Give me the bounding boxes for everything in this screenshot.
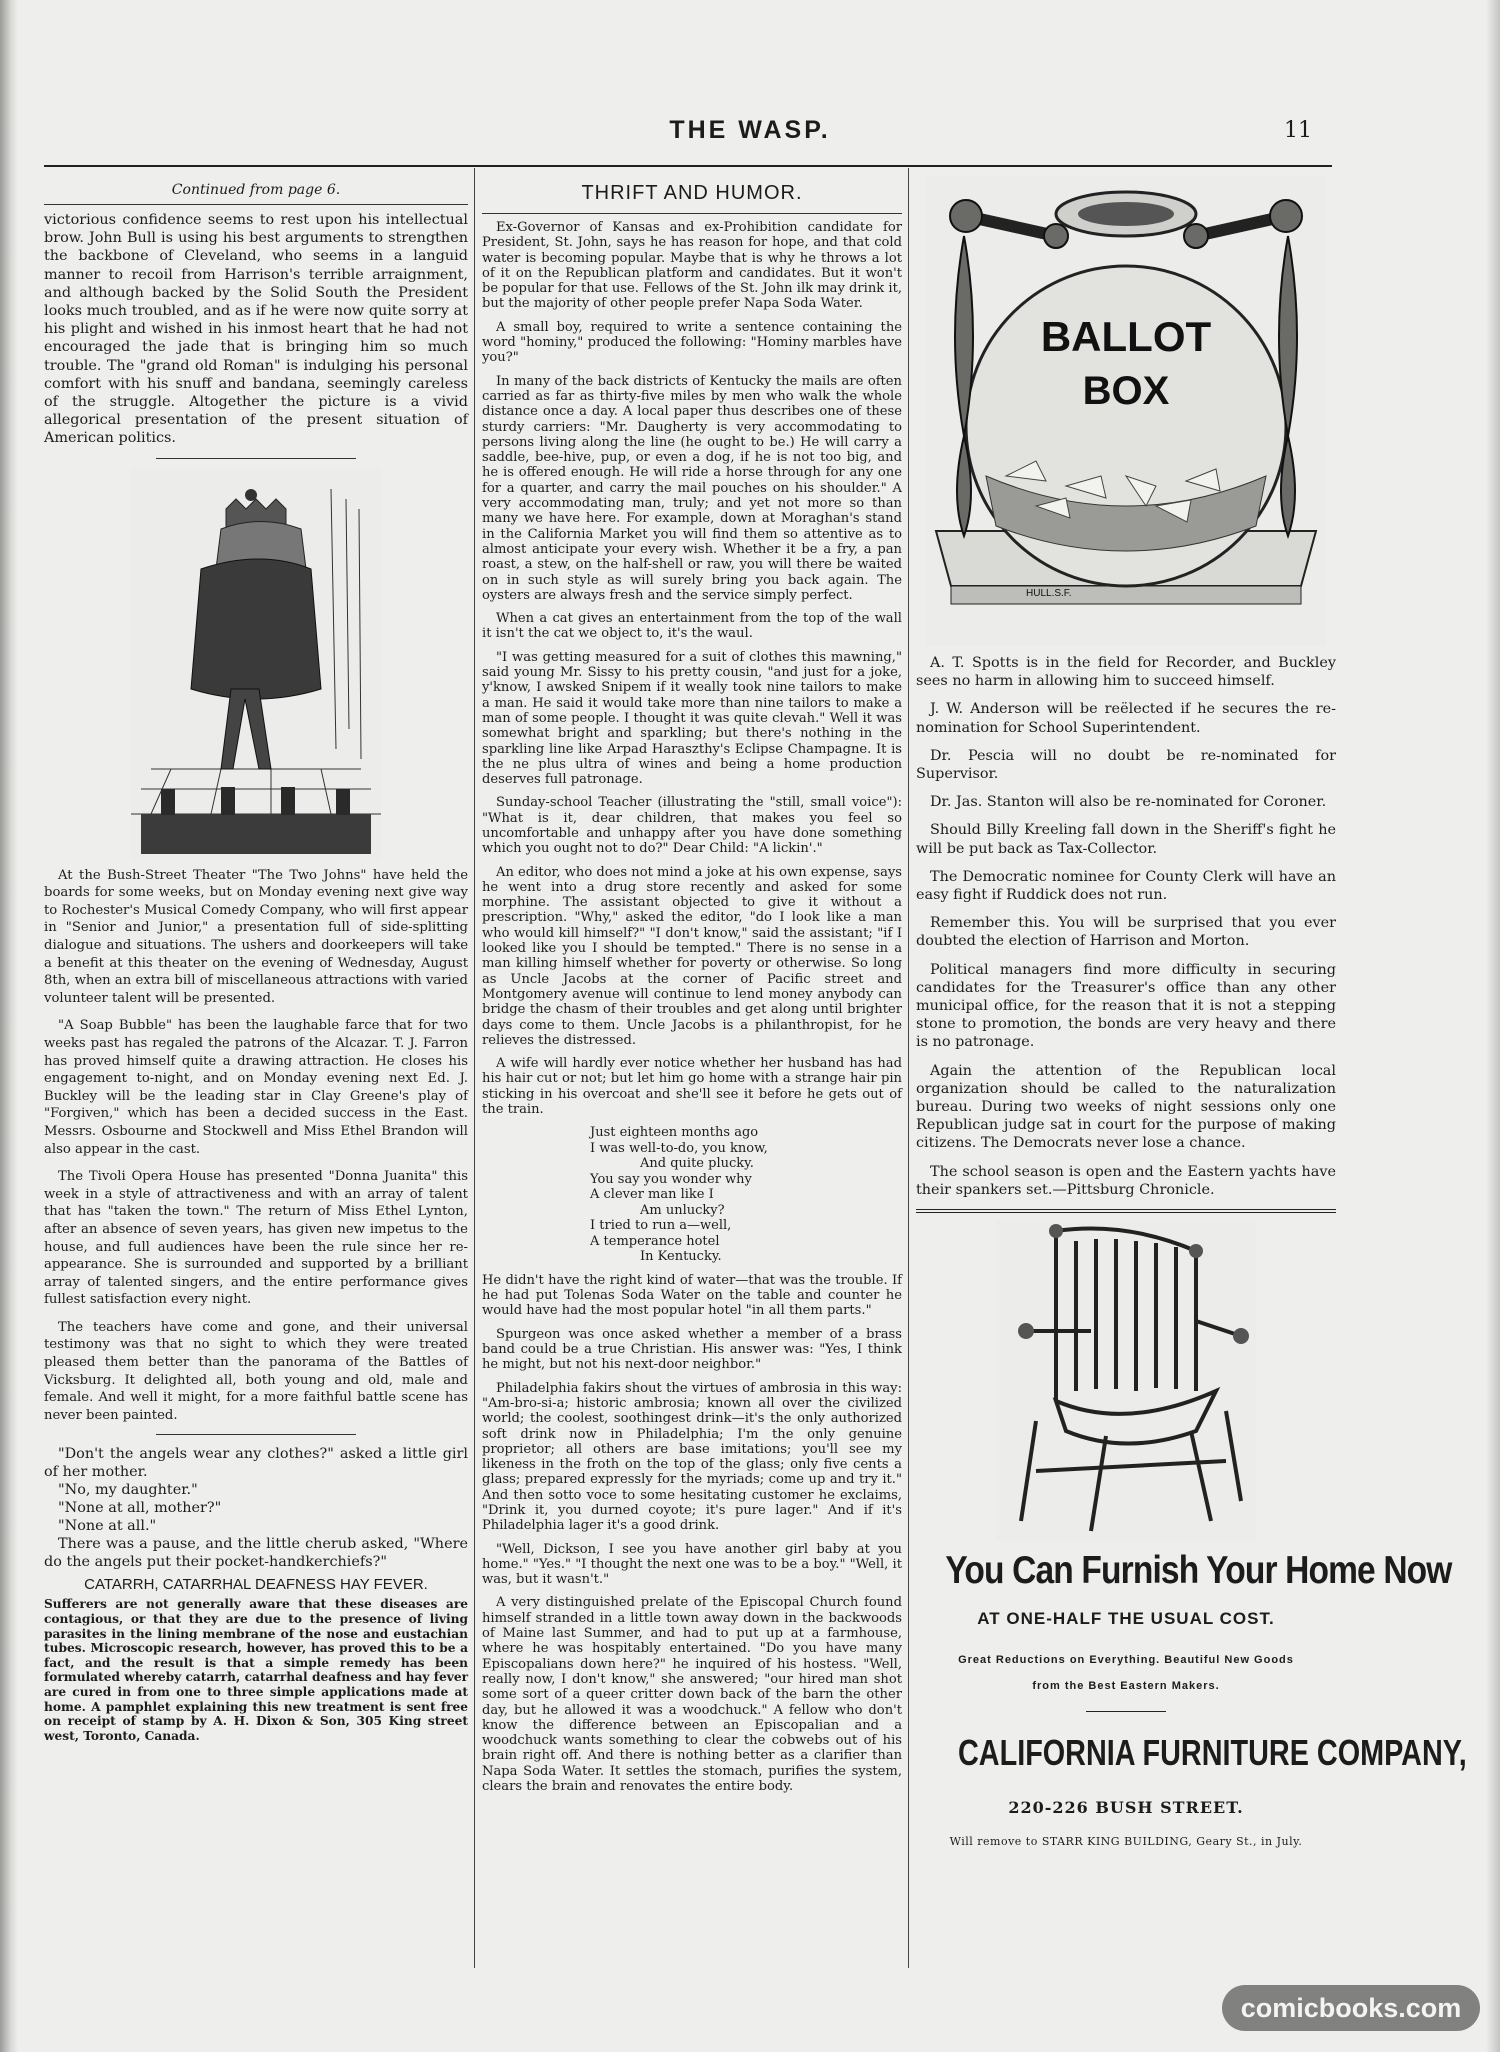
divider bbox=[156, 458, 356, 459]
divider bbox=[482, 213, 902, 214]
humor-item: "I was getting measured for a suit of clothes this mawning," said young Mr. Sissy to his pretty cousin, "and just for a joke, y'know, I awsked Snipem if it weally took nine tailors to make a man. He said it would take more than nine tailors to make a man of some people. I thought it was quite clevah." Well it was somewhat bright and sparkling; but there's nothing in the sparkling line like Arpad Haraszthy's Eclipse Champagne. It is the ne plus ultra of wines and being a home production deserves full patronage. bbox=[482, 649, 902, 788]
column-rule bbox=[908, 168, 909, 1968]
ballot-label: BALLOT bbox=[1040, 313, 1212, 360]
poem-line: A temperance hotel bbox=[590, 1233, 720, 1249]
humor-item: Ex-Governor of Kansas and ex-Prohibition candidate for President, St. John, says he has reason for hope, and that cold water is becoming popular. Maybe that is why he throws a lot of it on the Republican platform and candidates. But it won't be popular for that use. Fellows of the St. John ilk may drink it, but the majority of other people prefer Napa Soda Water. bbox=[482, 220, 902, 312]
divider bbox=[156, 1434, 356, 1435]
angels-line: There was a pause, and the little cherub asked, "Where do the angels put their pocket-handkerchiefs?" bbox=[44, 1536, 468, 1571]
humor-item: Sunday-school Teacher (illustrating the "still, small voice"): "What is it, dear children, that makes you feel so uncomfortable and unhappy after you have done something which you ought not to do?" Dear Child: "A lickin'." bbox=[482, 795, 902, 857]
artist-signature: HULL.S.F. bbox=[1026, 588, 1072, 599]
ad-relocation-note: Will remove to STARR KING BUILDING, Geary St., in July. bbox=[949, 1835, 1303, 1849]
furniture-advertisement bbox=[916, 1221, 1467, 1849]
cartoon-description: victorious confidence seems to rest upon his intellectual brow. John Bull is using his best arguments to strengthen the backbone of Cleveland, who seems in a languid manner to recoil from Harrison's terrible arraignment, and although backed by the Solid South the President looks much troubled, and as if he were now quite sorry at his plight and wished in his inmost heart that he had not encouraged the jade that is bringing him so much trouble. The "grand old Roman" is indulging his personal comfort with his snuff and bandana, seemingly careless of the struggle. Altogether the picture is a vivid allegorical presentation of the present situation of American politics. bbox=[44, 212, 468, 447]
poem-line: I was well-to-do, you know, bbox=[590, 1140, 768, 1156]
column-left bbox=[44, 172, 468, 1972]
page-binding-shadow bbox=[0, 0, 18, 2052]
political-note: The school season is open and the Eastern yachts have their spankers set.—Pittsburg Chronicle. bbox=[916, 1163, 1336, 1198]
angels-anecdote bbox=[44, 1445, 468, 1571]
ballot-box-illustration bbox=[926, 176, 1326, 646]
angels-line: "None at all, mother?" bbox=[58, 1500, 222, 1517]
catarrh-ad-title: CATARRH, CATARRHAL DEAFNESS HAY FEVER. bbox=[84, 1576, 428, 1594]
angels-line: "No, my daughter." bbox=[58, 1482, 198, 1499]
box-label: BOX bbox=[1082, 369, 1170, 413]
ad-company-name: CALIFORNIA FURNITURE COMPANY, bbox=[958, 1732, 1467, 1774]
humor-item: Spurgeon was once asked whether a member of a brass band could be a true Christian. His answer was: "Yes, I think he might, but not his next-door neighbor." bbox=[482, 1326, 902, 1373]
continued-note: Continued from page 6. bbox=[171, 182, 341, 198]
humor-item: "Well, Dickson, I see you have another girl baby at you home." "Yes." "I thought the next one was to be a boy." "Well, it was, but it wasn't." bbox=[482, 1541, 902, 1588]
catarrh-ad-body: Sufferers are not generally aware that these diseases are contagious, or that they are due to the presence of living parasites in the lining membrane of the nose and eustachian tubes. Microscopic research, however, has proved this to be a fact, and the result is that a simple remedy has been formulated whereby catarrh, catarrhal deafness and hay fever are cured in from one to three simple applications made at home. A pamphlet explaining this new treatment is sent free on receipt of stamp by A. H. Dixon & Son, 305 King street west, Toronto, Canada. bbox=[44, 1597, 468, 1743]
page-edge bbox=[1486, 0, 1500, 2052]
angels-line: "Don't the angels wear any clothes?" asked a little girl of her mother. bbox=[44, 1446, 468, 1481]
ad-detail: Great Reductions on Everything. Beautiful New Goods bbox=[958, 1654, 1294, 1667]
theater-item: "A Soap Bubble" has been the laughable farce that for two weeks past has regaled the patrons of the Alcazar. T. J. Farron has proved himself quite a drawing attraction. He closes his engagement to-night, and on Monday evening next Ed. J. Buckley will be the leading star in Clay Greene's play of "Forgiven," which has been a decided success in the East. Messrs. Osbourne and Stockwell and Miss Ethel Brandon will also appear in the cast. bbox=[44, 1018, 468, 1157]
poem-line: Am unlucky? bbox=[640, 1202, 725, 1218]
ad-detail: from the Best Eastern Makers. bbox=[1032, 1680, 1220, 1693]
angels-line: "None at all." bbox=[58, 1518, 157, 1535]
humor-item: A wife will hardly ever notice whether her husband has had his hair cut or not; but let him go home with a strange hair pin sticking in his overcoat and she'll see it before he gets out of the train. bbox=[482, 1056, 902, 1118]
political-note: Political managers find more difficulty in securing candidates for the Treasurer's office than any other municipal office, for the reason that it is not a stepping stone to promotion, the bonds are very heavy and there is no patronage. bbox=[916, 961, 1336, 1051]
humor-item: An editor, who does not mind a joke at his own expense, says he went into a drug store recently and asked for some morphine. The assistant objected to give it without a prescription. "Why," asked the editor, "do I look like a man who would kill himself?" "I don't know," said the assistant; "if I looked like you I should be tempted." There is no sense in a man killing himself whether for poverty or otherwise. So long as Uncle Jacobs at the corner of Pacific street and Montgomery avenue will continue to lend money anybody can bridge the chasm of their troubles and get along until brighter days come to them. Uncle Jacobs is a philanthropist, for he relieves the distressed. bbox=[482, 864, 902, 1048]
theater-item: At the Bush-Street Theater "The Two Johns" have held the boards for some weeks, but on Monday evening next give way to Rochester's Musical Comedy Company, who will first appear in "Senior and Junior," a presentation full of side-splitting dialogue and situations. The ushers and doorkeepers will take a benefit at this theater on the evening of Wednesday, August 8th, when an extra bill of miscellaneous attractions with varied volunteer talent will be presented. bbox=[44, 867, 468, 1006]
humor-item: Philadelphia fakirs shout the virtues of ambrosia in this way: "Am-bro-si-a; historic ambrosia; known all over the civilized world; the coolest, soothingest drink—it's the only authorized soft drink now in Philadelphia; I'm the only genuine proprietor; all others are base imitations; you'll see my likeness in the froth on the top of the glass; only five cents a glass; prepared expressly for the myriads; come up and try it." And then sotto voce to some hesitating customer he exclaims, "Drink it, you durned coyote; it's pure lager." And if it's Philadelphia lager it's a good drink. bbox=[482, 1380, 902, 1534]
ad-headline: You Can Furnish Your Home Now bbox=[945, 1549, 1452, 1593]
poem-line: You say you wonder why bbox=[590, 1171, 752, 1187]
watermark: comicbooks.com bbox=[1222, 1985, 1480, 2031]
political-note: A. T. Spotts is in the field for Recorder, and Buckley sees no harm in allowing him to succeed himself. bbox=[916, 655, 1336, 690]
poem-line: And quite plucky. bbox=[640, 1156, 754, 1172]
political-note: Remember this. You will be surprised that you ever doubted the election of Harrison and Morton. bbox=[916, 915, 1336, 950]
page-number: 11 bbox=[1284, 118, 1312, 143]
political-note: Dr. Jas. Stanton will also be re-nominated for Coroner. bbox=[930, 794, 1327, 811]
section-title: THRIFT AND HUMOR. bbox=[581, 182, 803, 204]
divider bbox=[916, 1209, 1336, 1213]
ad-address: 220-226 BUSH STREET. bbox=[1008, 1798, 1244, 1818]
political-note: Again the attention of the Republican local organization should be called to the naturalization bureau. During two weeks of night sessions only one Republican judge sat in court for the purpose of making citizens. The Democrats never lose a chance. bbox=[916, 1062, 1336, 1152]
humor-item: A small boy, required to write a sentence containing the word "hominy," produced the following: "Hominy marbles have you?" bbox=[482, 319, 902, 366]
political-note: The Democratic nominee for County Clerk will have an easy fight if Ruddick does not run. bbox=[916, 868, 1336, 904]
masthead: THE WASP. bbox=[669, 116, 831, 144]
divider bbox=[44, 204, 468, 205]
divider bbox=[1086, 1711, 1166, 1712]
humor-item: In many of the back districts of Kentucky the mails are often carried as far as thirty-five miles by men who walk the whole distance once a day. A local paper thus describes one of these sturdy carriers: "Mr. Daugherty is very accommodating to persons living along the line (he ought to be.) He will carry a saddle, bee-hive, pup, or even a dog, if he is not too big, and he is offered enough. He will ride a horse through for any one for a quarter, and carry the mail pouches on his shoulder." A very accommodating man, truly; and yet not more so than many we have here. For example, down at Moraghan's stand in the California Market you will find them so attentive as to almost anticipate your every wish. Whether it be a fry, a pan roast, a stew, on the half-shell or raw, you will there be waited on in such style as will surely bring you back again. The oysters are always fresh and the service simply perfect. bbox=[482, 373, 902, 603]
poem-line: A clever man like I bbox=[590, 1187, 714, 1203]
political-note: Dr. Pescia will no doubt be re-nominated for Supervisor. bbox=[916, 747, 1336, 783]
theater-item: The teachers have come and gone, and their universal testimony was that no sight to which they were treated pleased them better than the panorama of the Battles of Vicksburg. It delighted all, both young and old, male and female. And well it might, for a more faithful battle scene has never been painted. bbox=[44, 1319, 468, 1423]
column-middle bbox=[482, 172, 902, 1972]
chair-illustration bbox=[996, 1221, 1256, 1541]
king-cartoon-illustration bbox=[131, 469, 381, 859]
poem bbox=[590, 1125, 902, 1265]
column-rule bbox=[474, 168, 475, 1968]
humor-item: A very distinguished prelate of the Episcopal Church found himself stranded in a little town away down in the backwoods of Maine last Summer, and had to put up at a farmhouse, where he was hospitably entertained. "Do you have many Episcopalians down here?" he inquired of his hostess. "Well, really now, I don't know," she answered; "our hired man shot some sort of a queer critter down back of the barn the other day, but he allowed it was a woodchuck." A fellow who don't know the difference between an Episcopalian and a woodchuck wants something to clear the cobwebs out of his brain right off. And there is nothing better as a clarifier than Napa Soda Water. It settles the stomach, purifies the system, clears the brain and renovates the entire body. bbox=[482, 1595, 902, 1795]
humor-item: He didn't have the right kind of water—that was the trouble. If he had put Tolenas Soda Water on the table and counter he would have had the most popular hotel "in all them parts." bbox=[482, 1272, 902, 1319]
poem-line: In Kentucky. bbox=[640, 1249, 722, 1265]
humor-item: When a cat gives an entertainment from the top of the wall it isn't the cat we object to, it's the waul. bbox=[482, 611, 902, 642]
column-right bbox=[916, 172, 1467, 1972]
header-rule bbox=[44, 165, 1332, 167]
ad-subheadline: AT ONE-HALF THE USUAL COST. bbox=[977, 1609, 1275, 1629]
theater-item: The Tivoli Opera House has presented "Donna Juanita" this week in a style of attractiveness and with an array of talent that has "taken the town." The return of Miss Ethel Lynton, after an absence of seven years, has given new impetus to the house, and full audiences have been the rule since her re-appearance. She is surrounded and supported by a brilliant array of talented singers, and the entire performance gives fullest satisfaction every night. bbox=[44, 1169, 468, 1308]
poem-line: I tried to run a—well, bbox=[590, 1218, 732, 1234]
political-note: J. W. Anderson will be reëlected if he secures the re-nomination for School Superintendent. bbox=[916, 701, 1336, 736]
poem-line: Just eighteen months ago bbox=[590, 1125, 759, 1141]
political-note: Should Billy Kreeling fall down in the Sheriff's fight he will be put back as Tax-Collector. bbox=[916, 822, 1336, 857]
